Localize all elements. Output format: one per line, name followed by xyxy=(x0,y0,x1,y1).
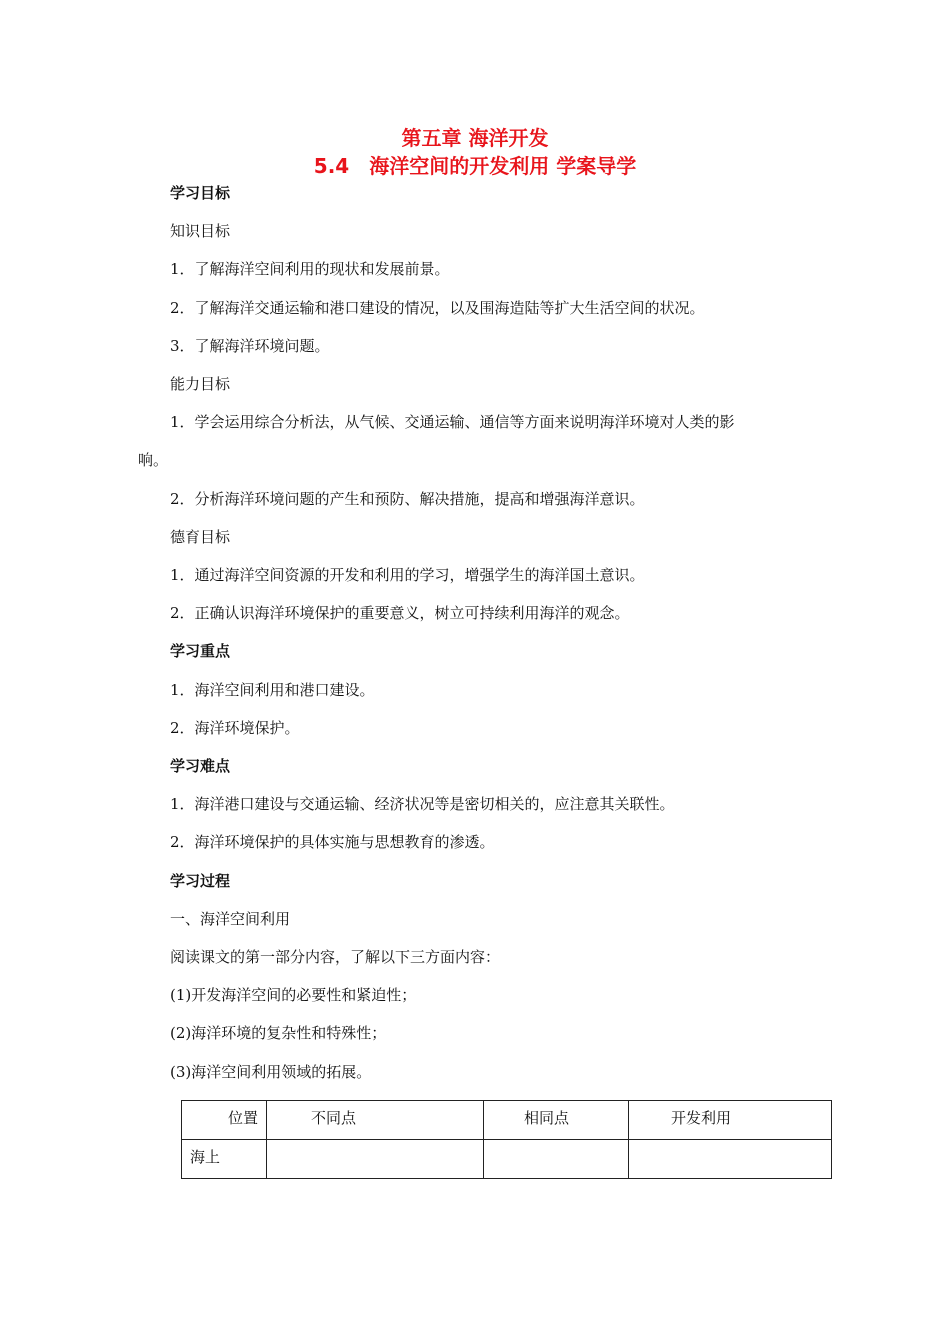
table-cell xyxy=(629,1140,832,1179)
text-line: 能力目标 xyxy=(170,375,231,393)
table-cell xyxy=(267,1140,484,1179)
text-line: (3)海洋空间利用领域的拓展。 xyxy=(170,1063,372,1081)
header-similarities: 相同点 xyxy=(484,1101,629,1140)
text-line: 2．海洋环境保护。 xyxy=(170,719,300,737)
text-line: 2．分析海洋环境问题的产生和预防、解决措施，提高和增强海洋意识。 xyxy=(170,490,645,508)
comparison-table xyxy=(181,1100,832,1179)
text-line: (2)海洋环境的复杂性和特殊性； xyxy=(170,1024,387,1042)
table-cell: 海上 xyxy=(182,1140,267,1179)
section-heading: 学习过程 xyxy=(170,872,231,890)
text-line: (1)开发海洋空间的必要性和紧迫性； xyxy=(170,986,417,1004)
header-differences: 不同点 xyxy=(267,1101,484,1140)
text-line: 2．海洋环境保护的具体实施与思想教育的渗透。 xyxy=(170,833,495,851)
text-line: 1．了解海洋空间利用的现状和发展前景。 xyxy=(170,260,450,278)
section-heading: 学习目标 xyxy=(170,184,231,202)
text-line: 一、海洋空间利用 xyxy=(170,910,291,928)
text-line: 1．学会运用综合分析法，从气候、交通运输、通信等方面来说明海洋环境对人类的影 xyxy=(170,413,735,431)
text-line: 响。 xyxy=(138,451,169,469)
table-header-row xyxy=(182,1101,832,1140)
text-line: 阅读课文的第一部分内容，了解以下三方面内容： xyxy=(170,948,501,966)
text-line: 3．了解海洋环境问题。 xyxy=(170,337,330,355)
text-line: 2．正确认识海洋环境保护的重要意义，树立可持续利用海洋的观念。 xyxy=(170,604,630,622)
table-row xyxy=(182,1140,832,1179)
text-line: 1．通过海洋空间资源的开发和利用的学习，增强学生的海洋国土意识。 xyxy=(170,566,645,584)
section-heading: 学习重点 xyxy=(170,642,231,660)
text-line: 德育目标 xyxy=(170,528,231,546)
chapter-title: 第五章 海洋开发 xyxy=(401,126,549,150)
section-heading: 学习难点 xyxy=(170,757,231,775)
table-cell xyxy=(484,1140,629,1179)
header-development: 开发利用 xyxy=(629,1101,832,1140)
section-title: 5.4 海洋空间的开发利用 学案导学 xyxy=(313,154,637,178)
text-line: 知识目标 xyxy=(170,222,231,240)
text-line: 2．了解海洋交通运输和港口建设的情况，以及围海造陆等扩大生活空间的状况。 xyxy=(170,299,705,317)
text-line: 1．海洋空间利用和港口建设。 xyxy=(170,681,375,699)
text-line: 1．海洋港口建设与交通运输、经济状况等是密切相关的，应注意其关联性。 xyxy=(170,795,675,813)
header-position: 位置 xyxy=(182,1101,267,1140)
